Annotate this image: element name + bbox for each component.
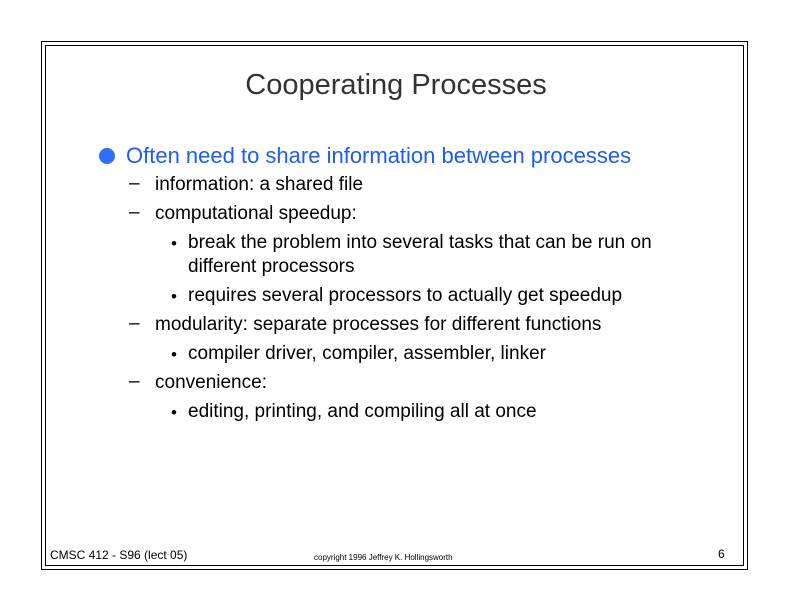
main-bullet-dot-icon [99, 148, 115, 164]
dash-marker-3: – [129, 313, 140, 334]
point-computational-speedup: computational speedup: [155, 203, 357, 224]
point-convenience: convenience: [155, 372, 267, 393]
point-modularity: modularity: separate processes for different functions [155, 314, 602, 335]
dash-marker-1: – [129, 173, 140, 194]
main-bullet-text: Often need to share information between processes [126, 143, 632, 168]
dot-marker-2-2: • [171, 287, 177, 306]
footer-page-number: 6 [718, 547, 725, 561]
subpoint-compiler-driver: compiler driver, compiler, assembler, linker [188, 343, 546, 364]
dot-marker-2-1: • [171, 234, 177, 253]
dash-marker-2: – [129, 202, 140, 223]
slide-title: Cooperating Processes [245, 69, 547, 101]
dot-marker-4-1: • [171, 403, 177, 422]
subpoint-requires-processors: requires several processors to actually get speedup [188, 285, 623, 306]
point-information: information: a shared file [155, 174, 364, 195]
subpoint-break-problem: break the problem into several tasks that can be run on [188, 232, 652, 253]
footer-course-label: CMSC 412 - S96 (lect 05) [50, 548, 188, 562]
footer-copyright: copyright 1996 Jeffrey K. Hollingsworth [314, 553, 453, 562]
dot-marker-3-1: • [171, 345, 177, 364]
dash-marker-4: – [129, 371, 140, 392]
subpoint-break-problem-cont: different processors [188, 256, 355, 277]
subpoint-editing-printing: editing, printing, and compiling all at once [188, 401, 537, 422]
